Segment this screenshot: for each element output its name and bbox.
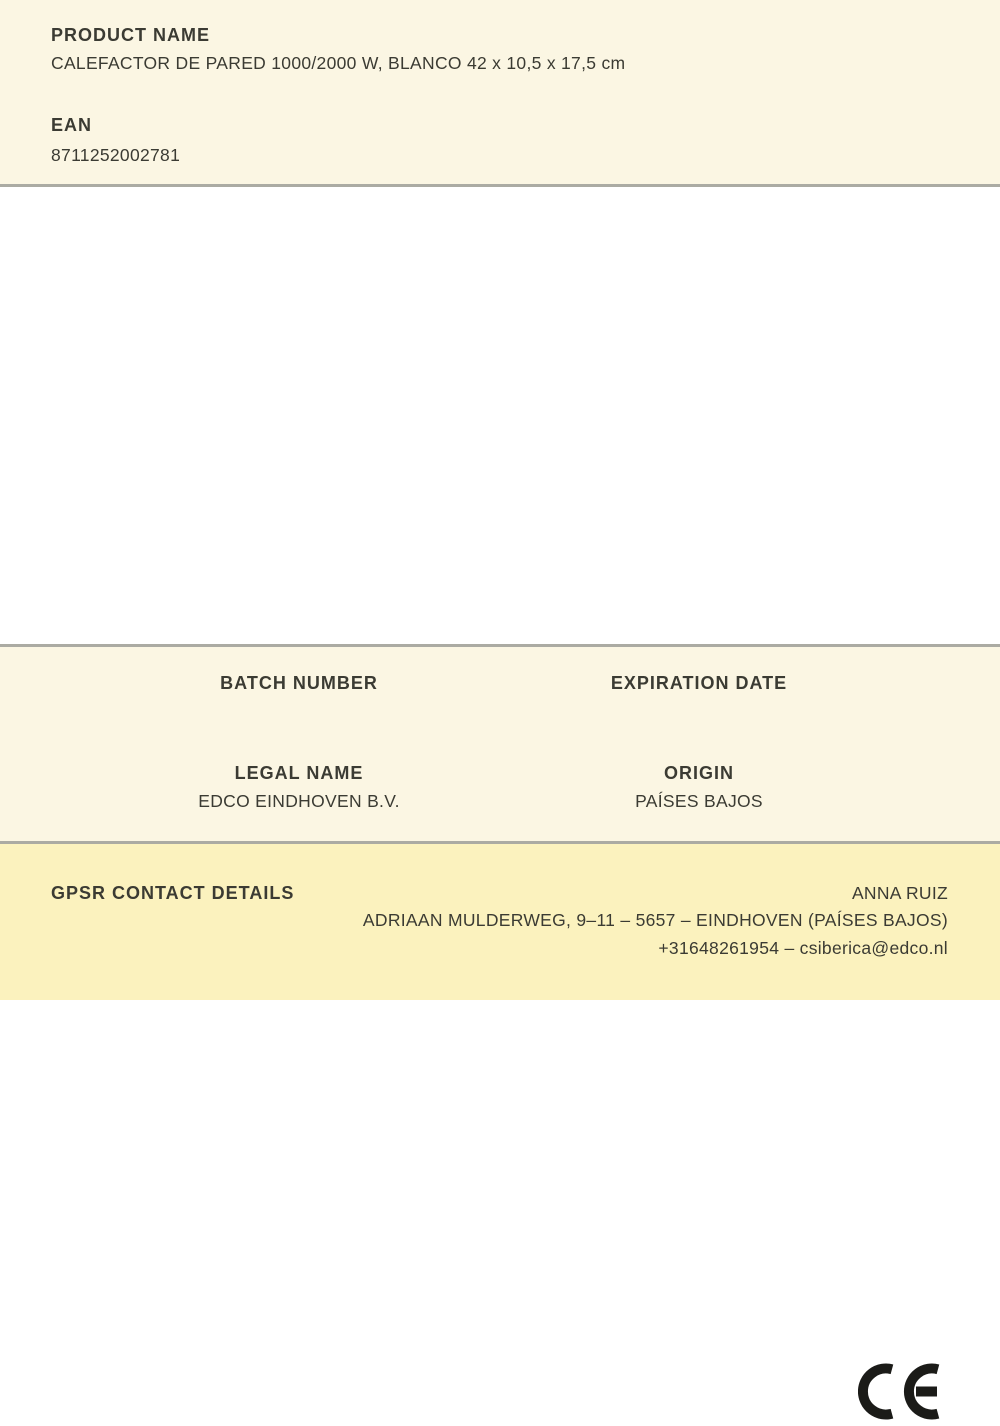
origin-value: PAÍSES BAJOS <box>635 791 763 811</box>
section-empty-area <box>0 187 1000 647</box>
section-gpsr-contact <box>0 844 1000 1000</box>
ce-mark-icon <box>858 1362 942 1426</box>
legal-name-value: EDCO EINDHOVEN B.V. <box>198 791 400 811</box>
gpsr-contact-details-label: GPSR CONTACT DETAILS <box>51 883 295 903</box>
product-name-label: PRODUCT NAME <box>51 25 210 45</box>
batch-number-label: BATCH NUMBER <box>220 673 378 693</box>
ean-label: EAN <box>51 115 93 135</box>
gpsr-contact-name: ANNA RUIZ <box>851 883 948 903</box>
legal-name-label: LEGAL NAME <box>234 763 364 783</box>
expiration-date-label: EXPIRATION DATE <box>610 673 788 693</box>
gpsr-contact-address: ADRIAAN MULDERWEG, 9–11 – 5657 – EINDHOVEN (PAÍSES BAJOS) <box>362 910 948 930</box>
product-name-value: CALEFACTOR DE PARED 1000/2000 W, BLANCO 42 x 10,5 x 17,5 cm <box>51 53 626 73</box>
section-compliance-info <box>0 647 1000 844</box>
ean-value: 8711252002781 <box>51 145 181 165</box>
section-product-info <box>0 0 1000 187</box>
gpsr-contact-phone-email: +31648261954 – csiberica@edco.nl <box>658 938 948 958</box>
origin-label: ORIGIN <box>663 763 734 783</box>
